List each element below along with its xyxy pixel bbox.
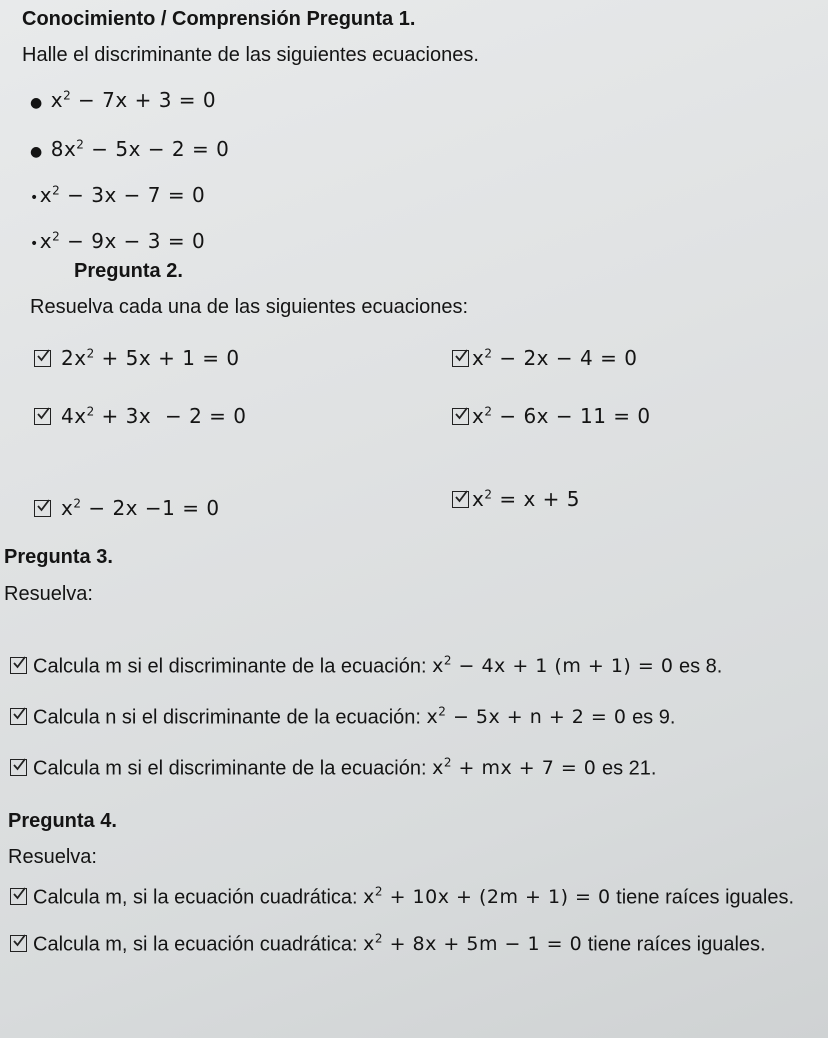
checkbox-checked-icon [10, 888, 27, 905]
q4-title: Pregunta 4. [8, 810, 117, 832]
q4-item: Calcula m, si la ecuación cuadrática: $x^2 + 8x + 5m - 1 = 0$ tiene raíces iguales. [10, 932, 766, 956]
bullet-icon: ● [30, 95, 43, 111]
checkbox-checked-icon [452, 491, 469, 508]
q1-equation: $•x^2 - 9x - 3 = 0$ [30, 229, 206, 253]
q4-item: Calcula m, si la ecuación cuadrática: $x^2 + 10x + (2m + 1) = 0$ tiene raíces iguales. [10, 885, 794, 909]
q2-equation: $4x^2 + 3x - 2 = 0$ [34, 404, 247, 428]
bullet-icon: • [30, 236, 39, 252]
q3-instruction: Resuelva: [4, 583, 93, 605]
checkbox-checked-icon [34, 350, 51, 367]
q2-equation: $x^2 - 6x - 11 = 0$ [452, 404, 651, 428]
q3-item: Calcula m si el discriminante de la ecuación: $x^2 - 4x + 1$ (m + 1) = 0 es 8. [10, 654, 722, 678]
q2-title: Pregunta 2. [74, 260, 183, 282]
bullet-icon: ● [30, 144, 43, 160]
checkbox-checked-icon [10, 657, 27, 674]
q2-instruction: Resuelva cada una de las siguientes ecuaciones: [30, 296, 469, 318]
q4-instruction: Resuelva: [8, 846, 97, 868]
bullet-icon: • [30, 190, 39, 206]
checkbox-checked-icon [10, 935, 27, 952]
q3-item: Calcula m si el discriminante de la ecuación: $x^2$ + mx + 7 = 0 es 21. [10, 756, 656, 780]
checkbox-checked-icon [10, 759, 27, 776]
q3-item: Calcula n si el discriminante de la ecuación: $x^2 - 5x + n + 2 = 0$ es 9. [10, 705, 675, 729]
q1-equation: ● $8x^2 - 5x - 2 = 0$ [30, 137, 230, 161]
checkbox-checked-icon [34, 408, 51, 425]
checkbox-checked-icon [452, 408, 469, 425]
q1-title: Conocimiento / Comprensión Pregunta 1. [22, 8, 416, 30]
q1-equation: ● $x^2 - 7x + 3 = 0$ [30, 88, 217, 112]
q1-equation: $•x^2 - 3x - 7 = 0$ [30, 183, 206, 207]
checkbox-checked-icon [34, 500, 51, 517]
q2-equation: $x^2 - 2x -1 = 0$ [34, 496, 220, 520]
q1-instruction: Halle el discriminante de las siguientes ecuaciones. [22, 44, 479, 66]
q2-equation: $x^2 = x + 5$ [452, 487, 580, 511]
q2-equation: $x^2 - 2x - 4 = 0$ [452, 346, 637, 370]
checkbox-checked-icon [10, 708, 27, 725]
q3-title: Pregunta 3. [4, 546, 113, 568]
q2-equation: $2x^2 + 5x + 1 = 0$ [34, 346, 240, 370]
checkbox-checked-icon [452, 350, 469, 367]
